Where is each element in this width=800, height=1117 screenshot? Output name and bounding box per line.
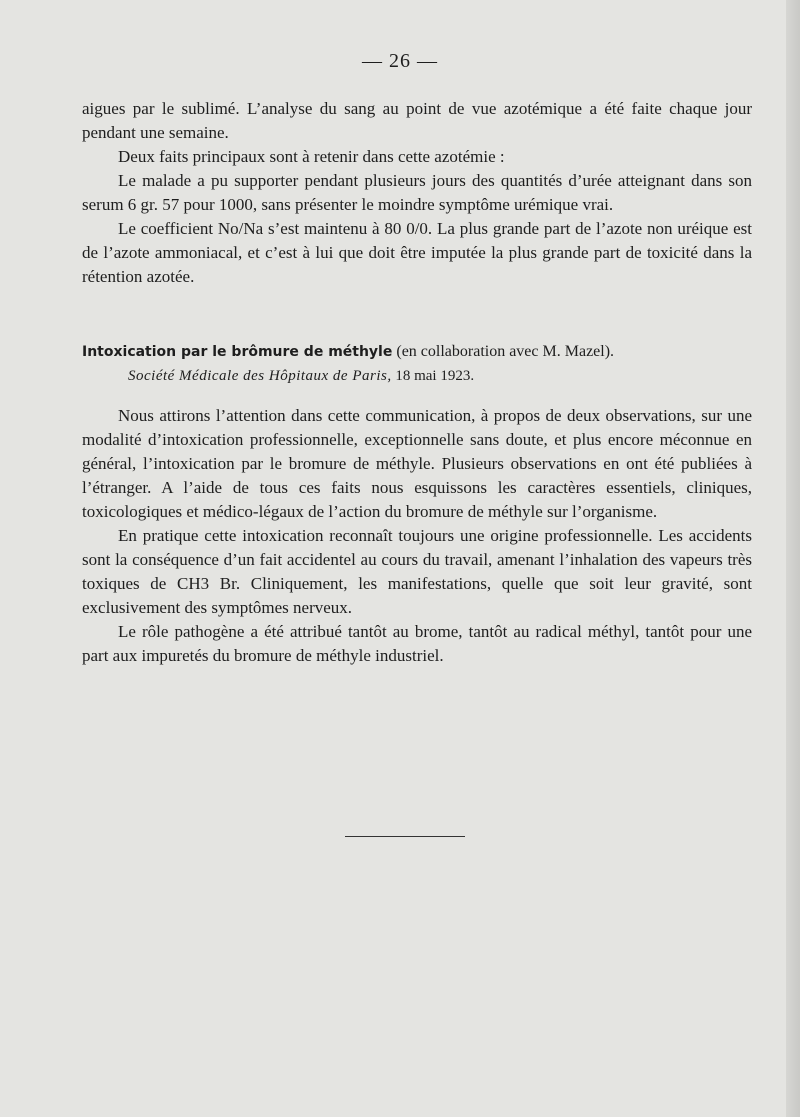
section-collaboration: (en collaboration avec M. Mazel). — [392, 343, 615, 360]
citation-date: 18 mai 1923. — [391, 368, 475, 384]
section-text-block — [82, 404, 752, 668]
paragraph: Le coefficient No/Na s’est maintenu à 80 0/0. La plus grande part de l’azote non uréique est de l’azote ammoniacal, et c’est à lui que doit être imputée la plus grande part de toxicité dans la rétention azotée. — [82, 219, 752, 286]
paragraph-continuation: aigues par le sublimé. L’analyse du sang au point de vue azotémique a été faite chaque jour pendant une semaine. — [82, 99, 752, 142]
page-number: — 26 — — [362, 50, 438, 72]
section-citation — [128, 366, 748, 386]
paragraph: Nous attirons l’attention dans cette communication, à propos de deux observations, sur une modalité d’intoxication professionnelle, exceptionnelle sans doute, et plus encore méconnue en général, l’intoxication par le bromure de méthyle. Plusieurs observations en ont été publiées à l’étranger. A l’aide de tous ces faits nous esquissons les caractères essentiels, cliniques, toxicologiques et médico-légaux de l’action du bromure de méthyle sur l’organisme. — [82, 406, 752, 521]
top-text-block — [82, 97, 752, 289]
section-title: Intoxication par le brômure de méthyle — [82, 344, 393, 360]
paragraph: En pratique cette intoxication reconnaît toujours une origine professionnelle. Les accidents sont la conséquence d’un fait accidentel au cours du travail, amenant l’inhalation des vapeurs très toxiques de CH3 Br. Cliniquement, les manifestations, quelle que soit leur gravité, sont exclusivement des symptômes nerveux. — [82, 526, 752, 617]
page-edge-shadow — [786, 0, 800, 1117]
section-heading — [82, 341, 752, 363]
paragraph: Le malade a pu supporter pendant plusieurs jours des quantités d’urée atteignant dans son serum 6 gr. 57 pour 1000, sans présenter le moindre symptôme urémique vrai. — [82, 171, 752, 214]
paragraph: Le rôle pathogène a été attribué tantôt au brome, tantôt au radical méthyl, tantôt pour une part aux impuretés du bromure de méthyle industriel. — [82, 622, 752, 665]
citation-journal: Société Médicale des Hôpitaux de Paris, — [128, 368, 392, 384]
end-rule — [345, 836, 465, 837]
paragraph: Deux faits principaux sont à retenir dans cette azotémie : — [118, 147, 505, 166]
